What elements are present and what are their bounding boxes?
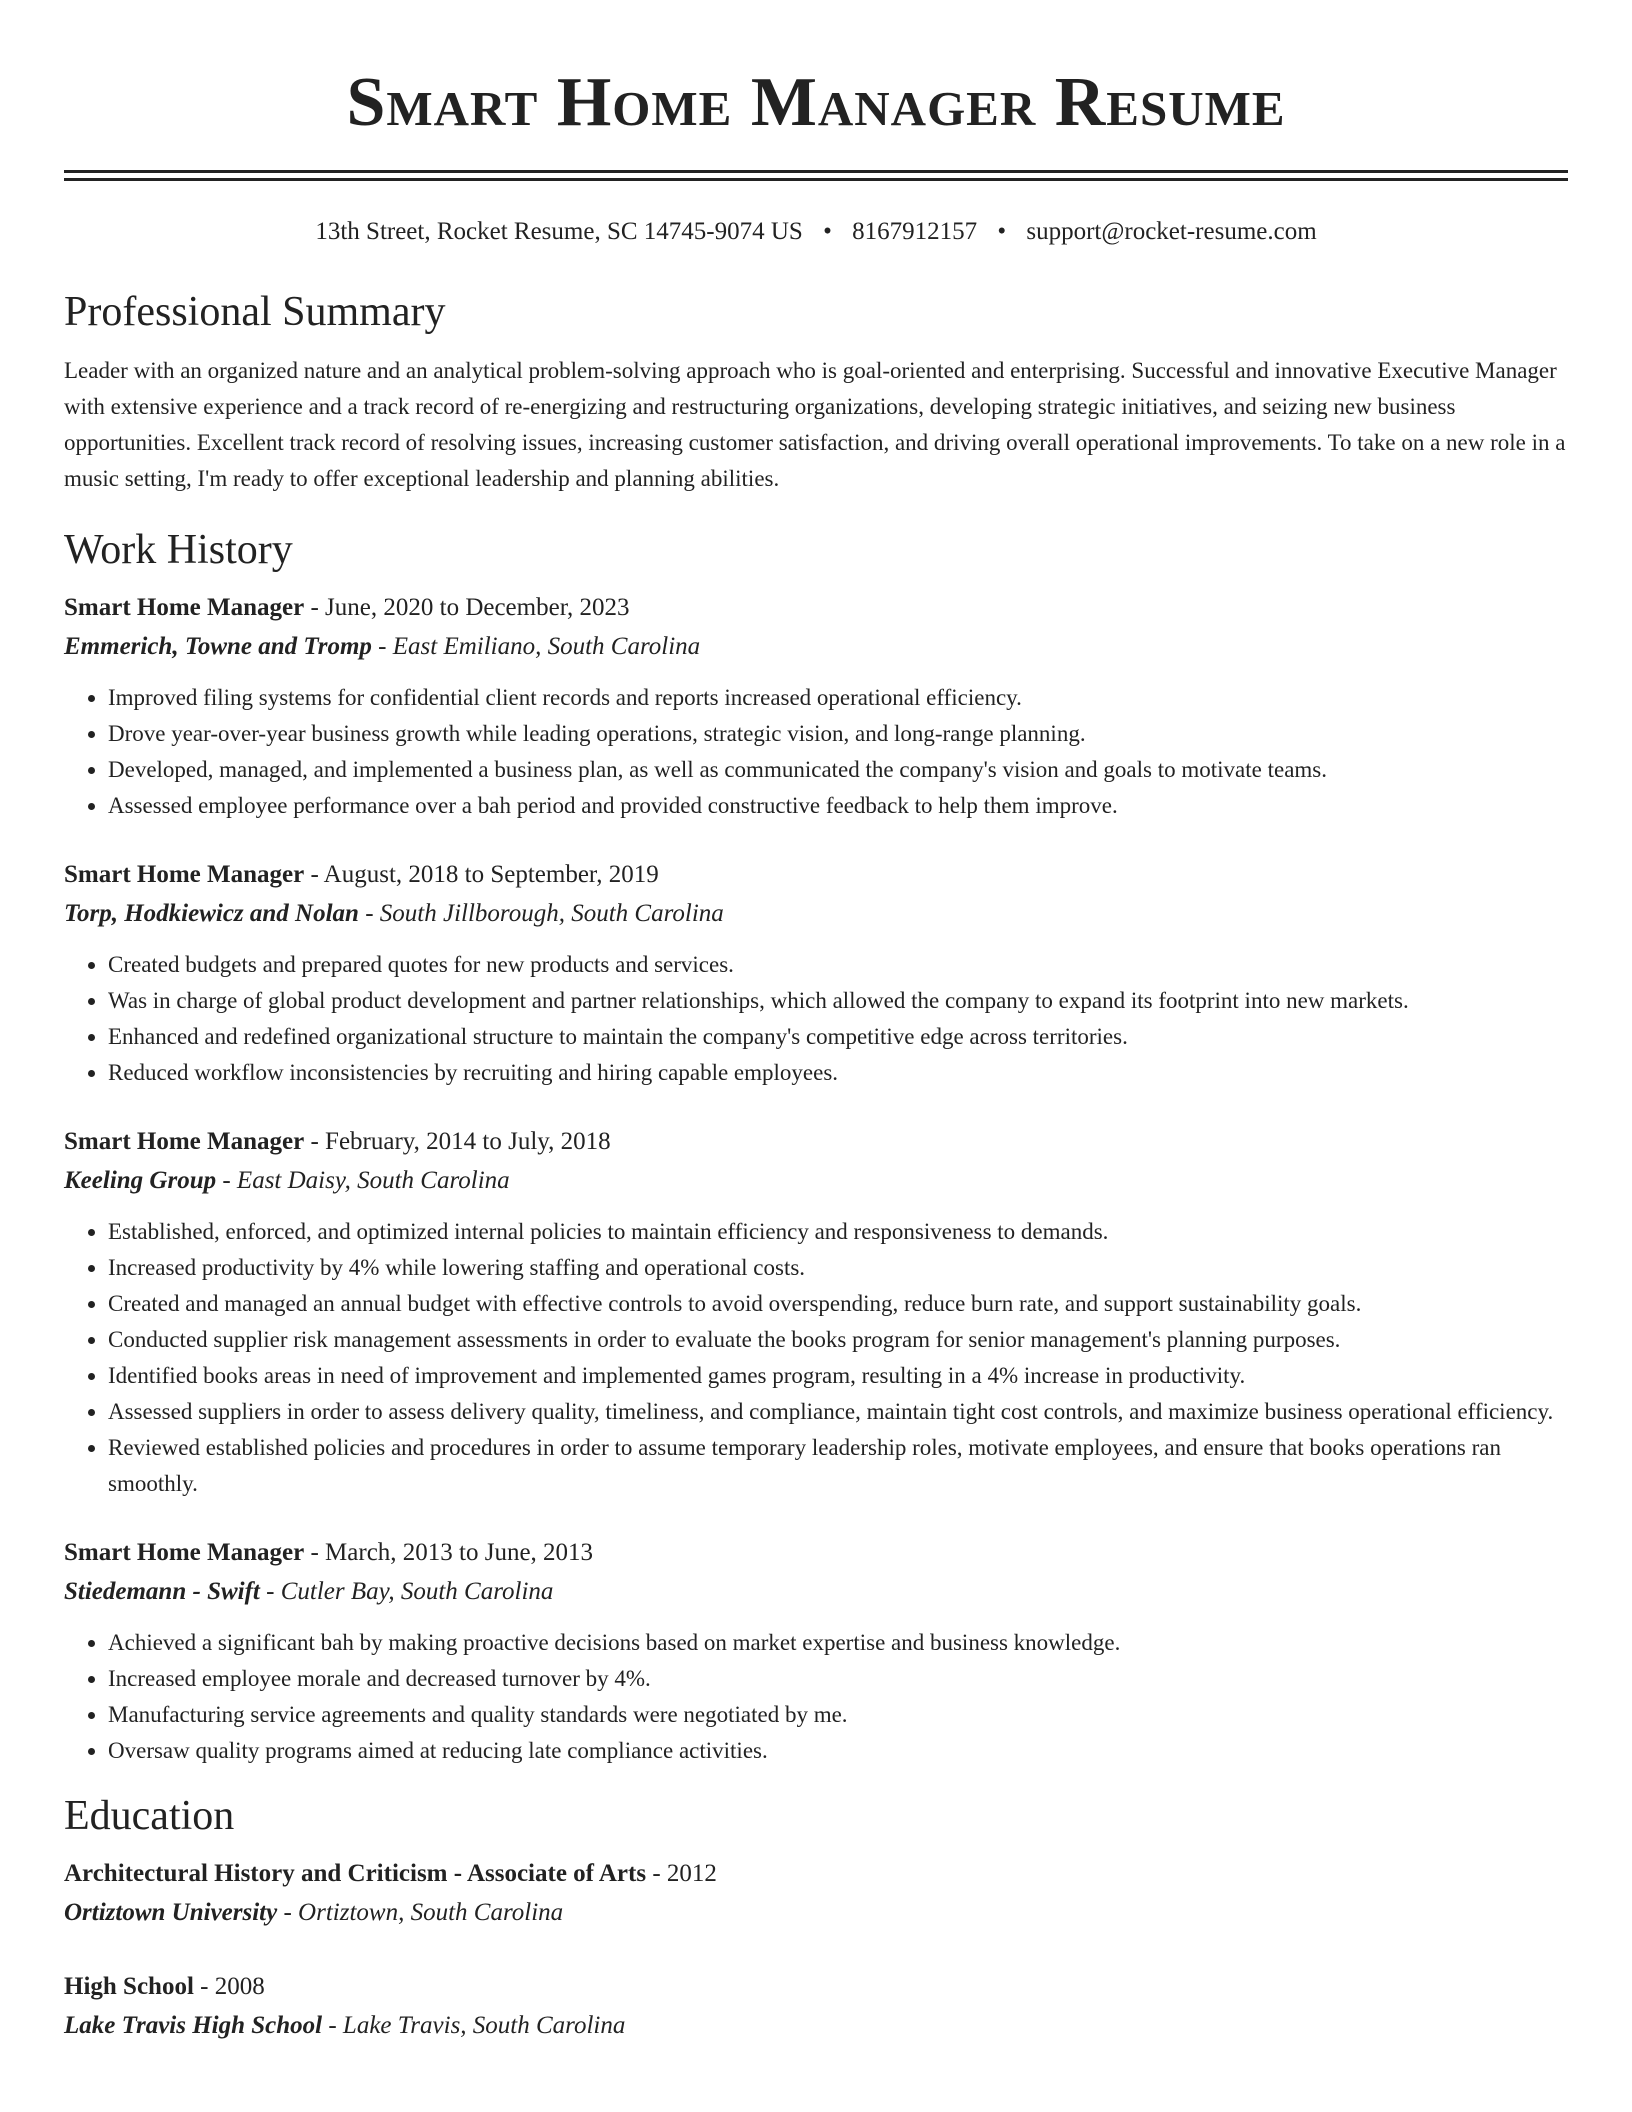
job-heading [64, 1123, 1568, 1161]
education-degree: High School [64, 1973, 194, 2000]
contact-separator: • [823, 218, 832, 245]
job-bullets [64, 1625, 1568, 1769]
job-location: - East Emiliano, South Carolina [371, 633, 701, 660]
list-item: • Conducted supplier risk management assessments in order to evaluate the books program for senior management's planning purposes. [108, 1322, 1568, 1358]
contact-email: support@rocket-resume.com [1026, 218, 1317, 245]
education-year: - 2008 [193, 1973, 265, 2000]
job-company: Emmerich, Towne and Tromp [64, 633, 372, 660]
list-item: • Increased productivity by 4% while lowering staffing and operational costs. [108, 1250, 1568, 1286]
education-school-line [64, 1894, 1568, 1932]
section-title-education: Education [64, 1793, 235, 1839]
list-item: • Reviewed established policies and procedures in order to assume temporary leadership roles, motivate employees, and ensure that books operations ran smoothly. [108, 1430, 1568, 1502]
job-dates: - February, 2014 to July, 2018 [304, 1128, 611, 1155]
job-dates: - June, 2020 to December, 2023 [304, 594, 630, 621]
contact-separator: • [997, 218, 1007, 245]
education-school: Lake Travis High School [64, 2012, 323, 2039]
job-company: Torp, Hodkiewicz and Nolan [64, 900, 359, 927]
job-role: Smart Home Manager [64, 1128, 305, 1155]
job-company-line [64, 1162, 1568, 1200]
list-item: • Drove year-over-year business growth while leading operations, strategic vision, and long-range planning. [108, 716, 1568, 752]
list-item: • Assessed suppliers in order to assess delivery quality, timeliness, and compliance, maintain tight cost controls, and maximize business operational efficiency. [108, 1394, 1568, 1430]
job-location: - Cutler Bay, South Carolina [259, 1578, 554, 1605]
summary-text: Leader with an organized nature and an analytical problem-solving approach who is goal-oriented and enterprising. Successful and innovative Executive Manager with extensive experience and a track record of re-energizing and restructuring organizations, developing strategic initiatives, and seizing new business opportunities. Excellent track record of resolving issues, increasing customer satisfaction, and driving overall operational improvements. To take on a new role in a music setting, I'm ready to offer exceptional leadership and planning abilities. [64, 358, 1566, 491]
job-role: Smart Home Manager [64, 1539, 305, 1566]
education-school: Ortiztown University [64, 1899, 278, 1926]
job-entry [64, 1123, 1568, 1502]
job-entry [64, 856, 1568, 1091]
job-dates: - August, 2018 to September, 2019 [304, 861, 659, 888]
job-company-line [64, 1573, 1568, 1611]
job-role: Smart Home Manager [64, 594, 305, 621]
list-item: • Reduced workflow inconsistencies by recruiting and hiring capable employees. [108, 1055, 1568, 1091]
job-company: Stiedemann - Swift [64, 1578, 260, 1605]
title-double-rule [64, 170, 1568, 181]
job-heading [64, 589, 1568, 627]
contact-address: 13th Street, Rocket Resume, SC 14745-9074 US [315, 218, 803, 245]
list-item: • Was in charge of global product development and partner relationships, which allowed the company to expand its footprint into new markets. [108, 983, 1568, 1019]
list-item: • Enhanced and redefined organizational structure to maintain the company's competitive edge across territories. [108, 1019, 1568, 1055]
job-entry [64, 589, 1568, 824]
education-entry [64, 1968, 1568, 2045]
job-heading [64, 1534, 1568, 1572]
job-company-line [64, 628, 1568, 666]
job-heading [64, 856, 1568, 894]
education-year: - 2012 [646, 1860, 717, 1887]
contact-line [64, 215, 1568, 249]
section-title-work-history: Work History [64, 527, 293, 573]
list-item: • Manufacturing service agreements and quality standards were negotiated by me. [108, 1697, 1568, 1733]
education-degree: Architectural History and Criticism - Associate of Arts [64, 1860, 647, 1887]
job-bullets [64, 680, 1568, 824]
list-item: • Created budgets and prepared quotes for new products and services. [108, 947, 1568, 983]
list-item: • Achieved a significant bah by making proactive decisions based on market expertise and business knowledge. [108, 1625, 1568, 1661]
education-heading [64, 1855, 1568, 1893]
education-school-line [64, 2007, 1568, 2045]
job-entry [64, 1534, 1568, 1769]
list-item: • Developed, managed, and implemented a business plan, as well as communicated the company's vision and goals to motivate teams. [108, 752, 1568, 788]
list-item: • Oversaw quality programs aimed at reducing late compliance activities. [108, 1733, 1568, 1769]
education-location: - Lake Travis, South Carolina [322, 2012, 626, 2039]
contact-phone: 8167912157 [852, 218, 978, 245]
education-location: - Ortiztown, South Carolina [277, 1899, 564, 1926]
list-item: • Increased employee morale and decreased turnover by 4%. [108, 1661, 1568, 1697]
list-item: • Identified books areas in need of improvement and implemented games program, resulting in a 4% increase in productivity. [108, 1358, 1568, 1394]
list-item: • Established, enforced, and optimized internal policies to maintain efficiency and responsiveness to demands. [108, 1214, 1568, 1250]
education-heading [64, 1968, 1568, 2006]
job-company: Keeling Group [64, 1167, 217, 1194]
job-location: - South Jillborough, South Carolina [358, 900, 724, 927]
resume-title: Smart Home Manager Resume [346, 64, 1286, 141]
section-title-summary: Professional Summary [64, 289, 446, 335]
education-entry [64, 1855, 1568, 1932]
list-item: • Assessed employee performance over a bah period and provided constructive feedback to help them improve. [108, 788, 1568, 824]
job-location: - East Daisy, South Carolina [216, 1167, 510, 1194]
job-bullets [64, 947, 1568, 1091]
list-item: • Improved filing systems for confidential client records and reports increased operational efficiency. [108, 680, 1568, 716]
job-role: Smart Home Manager [64, 861, 305, 888]
job-dates: - March, 2013 to June, 2013 [304, 1539, 594, 1566]
job-bullets [64, 1214, 1568, 1502]
list-item: • Created and managed an annual budget with effective controls to avoid overspending, reduce burn rate, and support sustainability goals. [108, 1286, 1568, 1322]
job-company-line [64, 895, 1568, 933]
